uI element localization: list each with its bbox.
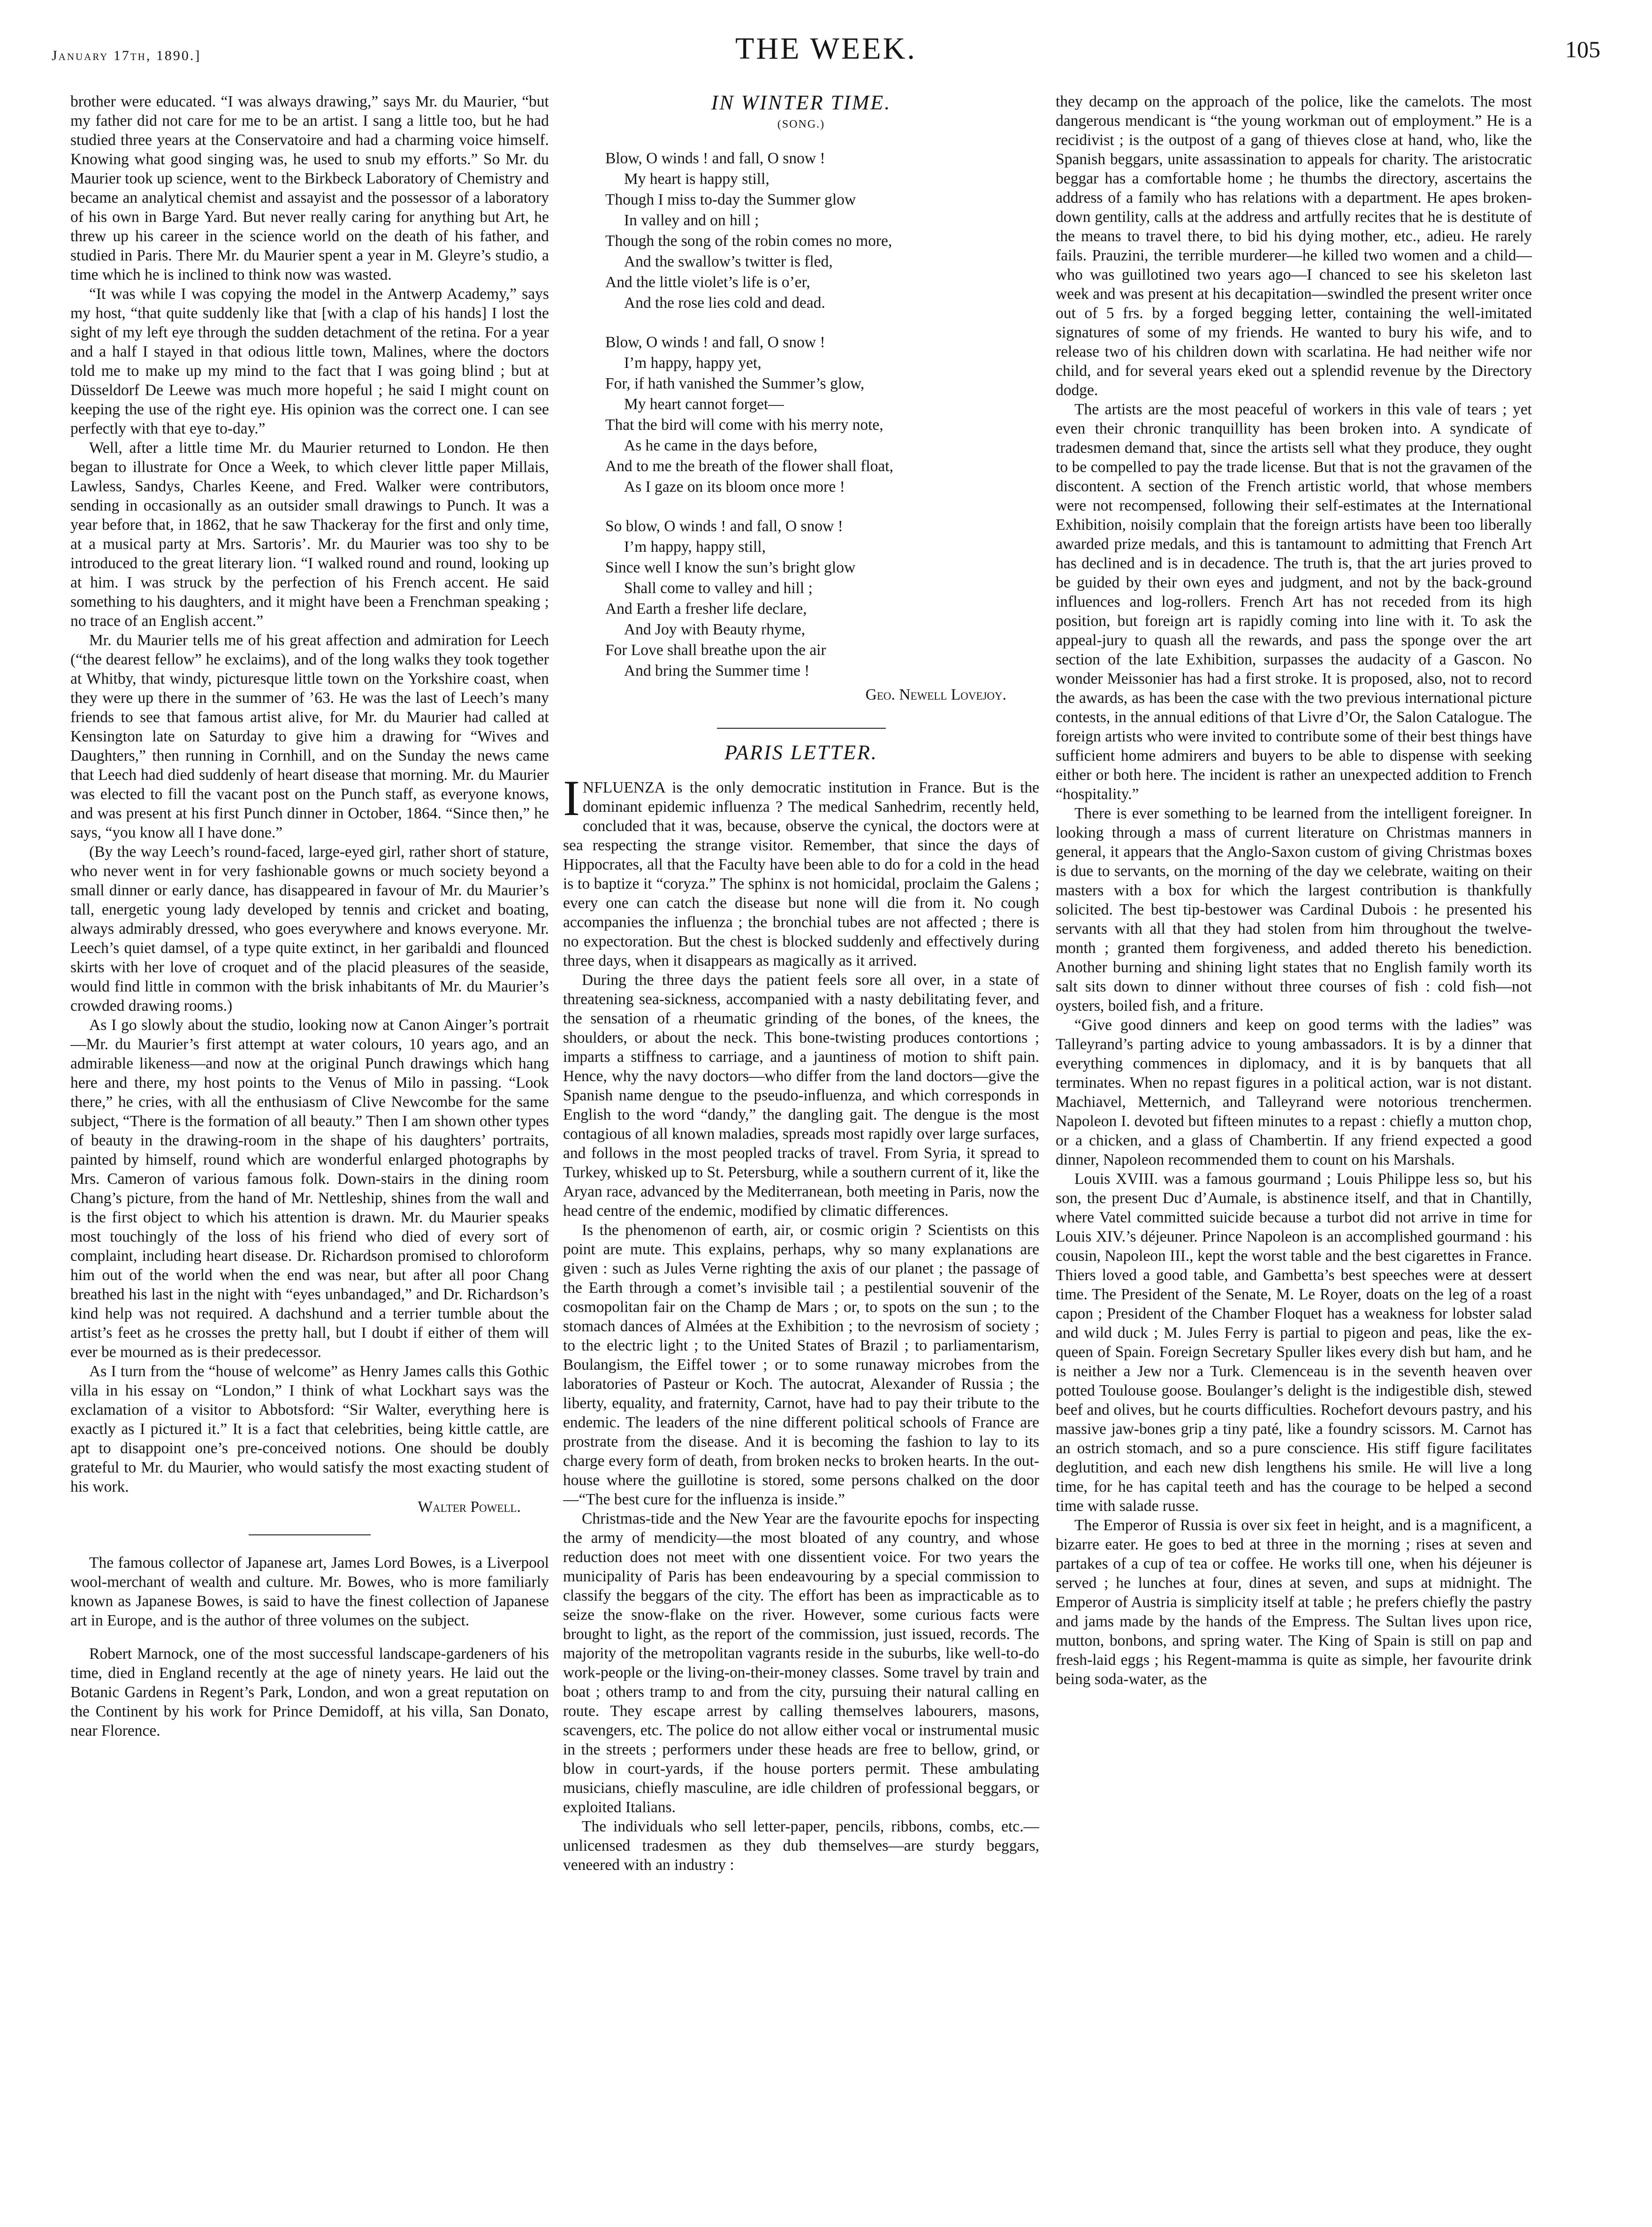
- paragraph: As I turn from the “house of welcome” as Henry James calls this Gothic villa in his essay on “London,” I think of what Lockhart says was the exclamation of a visitor to Abbotsford: “Sir Walter, everything here is exactly as I pictured it.” It is a fact that celebrities, being kittle cattle, are apt to disappoint one’s pre-conceived notions. One should be doubly grateful to Mr. du Maurier, who would satisfy the most exacting student of his work.: [70, 1363, 549, 1495]
- poem-subtitle: (SONG.): [777, 118, 825, 130]
- poem-line: That the bird will come with his merry note,: [605, 416, 883, 434]
- poem-line: Shall come to valley and hill ;: [624, 580, 813, 597]
- poem-line: In valley and on hill ;: [624, 212, 759, 229]
- paragraph: Christmas-tide and the New Year are the favourite epochs for inspecting the army of mendicity—the most bloated of any country, and whose reduction does not meet with one dissentient voice. For two years the municipality of Paris has been endeavouring by a special commission to classify the beggars of the city. The effort has been as impracticable as to seize the snow-flake on the river. However, some curious facts were brought to light, as the report of the commission, just issued, records. The majority of the metropolitan vagrants reside in the suburbs, like well-to-do work-people or the living-on-their-money classes. Some travel by train and boat ; others tramp to and from the city, pursuing their natural calling en route. They escape arrest by calling themselves labourers, masons, scavengers, etc. The police do not allow either vocal or instrumental music in the streets ; performers under these heads are free to bellow, grind, or blow in court-yards, if the house porters permit. These ambulating musicians, chiefly masculine, are idle children of professional beggars, or exploited Italians.: [563, 1510, 1039, 1816]
- news-notice: Robert Marnock, one of the most successful landscape-gardeners of his time, died in England recently at the age of ninety years. He laid out the Botanic Gardens in Regent’s Park, London, and won a great reputation on the Continent by his work for Prince Demidoff, at his villa, San Donato, near Florence.: [70, 1645, 549, 1739]
- paragraph: There is ever something to be learned from the intelligent foreigner. In looking through a mass of current literature on Christmas manners in general, it appears that the Anglo-Saxon custom of giving Christmas boxes is due to servants, on the morning of the day we celebrate, waiting on their masters with a box for which the largest contribution is thankfully solicited. The best tip-bestower was Cardinal Dubois : he presented his servants with all that they had stolen from him throughout the twelve-month ; granted them forgiveness, and added thereto his benediction. Another burning and shining light states that no English family worth its salt sits down to dinner without three courses of fish : cold fish—not oysters, boiled fish, and a friture.: [1056, 805, 1532, 1014]
- poem-line: And the little violet’s life is o’er,: [605, 274, 810, 291]
- poem-line: And Earth a fresher life declare,: [605, 600, 807, 618]
- paragraph: The Emperor of Russia is over six feet in height, and is a magnificent, a bizarre eater. He goes to bed at three in the morning ; rises at seven and partakes of a cup of tea or coffee. He works till one, when his déjeuner is served ; he lunches at four, dines at seven, and sups at midnight. The Emperor of Austria is simplicity itself at table ; he prefers chiefly the pastry and jams made by the hands of the Empress. The Sultan lives upon rice, mutton, bonbons, and spring water. The King of Spain is still on pap and fresh-laid eggs ; his Regent-mamma is quite as simple, her favourite drink being soda-water, as the: [1056, 1517, 1532, 1688]
- column-middle: [563, 92, 1039, 2204]
- paragraph: Is the phenomenon of earth, air, or cosmic origin ? Scientists on this point are mute. This explains, perhaps, why so many explanations are given : such as Jules Verne righting the axis of our planet ; the passage of the Earth through a comet’s invisible tail ; a pestilential souvenir of the cosmopolitan fair on the Champ de Mars ; or, to spots on the sun ; to the stomach dances of Almées at the Exhibition ; to the nevrosism of society ; to the electric light ; to the United States of Brazil ; to parliamentarism, Boulangism, the Eiffel tower ; or to some runaway microbes from the laboratories of Pasteur or Koch. The autocrat, Alexander of Russia ; the liberty, equality, and fraternity, Carnot, have had to pay their tribute to the endemic. The leaders of the nine different political schools of France are prostrate from the disease. And it is becoming the fashion to lay to its charge every form of death, from broken necks to broken hearts. In the out-house where the guillotine is stored, some persons chalked on the door —“The best cure for the influenza is inside.”: [563, 1221, 1039, 1508]
- poem-line: So blow, O winds ! and fall, O snow !: [605, 518, 843, 535]
- paragraph: “Give good dinners and keep on good terms with the ladies” was Talleyrand’s parting advice to young ambassadors. It is by a dinner that everything commences in diplomacy, and it is by banquets that all terminates. When no repast figures in a political action, war is not distant. Machiavel, Metternich, and Talleyrand were notorious trenchermen. Napoleon I. devoted but fifteen minutes to a repast : chiefly a mutton chop, or a chicken, and a glass of Chambertin. If any friend expected a good dinner, Napoleon recommended them to count on his Marshals.: [1056, 1016, 1532, 1168]
- poem-line: Blow, O winds ! and fall, O snow !: [605, 334, 825, 351]
- paragraph: they decamp on the approach of the police, like the camelots. The most dangerous mendicant is “the young workman out of employment.” He is a recidivist ; is the outpost of a gang of thieves close at hand, who, like the Spanish beggars, unite assassination to appeals for charity. The aristocratic beggar has a comfortable home ; he thumbs the directory, ascertains the address of a family who has relations with a department. He apes broken-down gentility, calls at the address and artfully recites that he is destitute of the means to travel there, to bid his dying mother, etc., adieu. He rarely fails. Prauzini, the terrible murderer—he killed two women and a child—who was guillotined two years ago—I chanced to see his skeleton last week and was present at his decapitation—swindled the present writer once out of 5 frs. by a forged begging letter, containing the well-imitated signatures of some of my friends. He wanted to bury his wife, and to release two of his children down with scarlatina. He had neither wife nor child, and for several years eked out a splendid revenue by the Directory dodge.: [1056, 93, 1532, 399]
- page-number: 105: [1565, 36, 1600, 62]
- page-header: [52, 31, 1600, 83]
- paragraph: Mr. du Maurier tells me of his great affection and admiration for Leech (“the dearest fellow” he exclaims), and of the long walks they took together at Whitby, that windy, picturesque little town on the Yorkshire coast, when they were up there in the summer of ’63. He was the last of Leech’s many friends to see that famous artist alive, for Mr. du Maurier had called at Kensington late on Saturday to give him a drawing for “Wives and Daughters,” then running in Cornhill, and on the Sunday the news came that Leech had died suddenly of heart disease that morning. Mr. du Maurier was elected to fill the vacant post on the Punch staff, as everyone knows, and was present at his first Punch dinner in October, 1864. “Since then,” he says, “you know all I have done.”: [70, 632, 549, 841]
- paragraph-text: NFLUENZA is the only democratic institution in France. But is the dominant epidemic influenza ? The medical Sanhedrim, recently held, concluded that it was, because, observe the cynical, the doctors were at sea respecting the strange visitor. Remember, that since the days of Hippocrates, all that the Faculty have been able to do for a cold in the head is to baptize it “coryza.” The sphinx is not homicidal, proclaim the Galens ; every one can catch the disease but none will die from it. No cough accompanies the influenza ; the bronchial tubes are not affected ; there is no expectoration. But the chest is blocked suddenly and effectively during three days, when it disappears as magically as it arrived.: [563, 779, 1039, 969]
- paragraph: Well, after a little time Mr. du Maurier returned to London. He then began to illustrate for Once a Week, to which clever little paper Millais, Lawless, Sandys, Charles Keene, and Fred. Walker were contributors, sending in occasionally as an outsider small drawings to Punch. It was a year before that, in 1862, that he saw Thackeray for the first and only time, at a musical party at Mrs. Sartoris’. Mr. du Maurier was too shy to be introduced to the great literary lion. “I walked round and round, looking up at him. I was struck by the perfection of his French accent. He said something to his daughters, and it might have been a Frenchman speaking ; no trace of an English accent.”: [70, 439, 549, 630]
- poem-stanza: [605, 332, 1039, 497]
- poem: [563, 148, 1039, 681]
- article-signature: Walter Powell.: [418, 1498, 521, 1516]
- column-right: [1056, 92, 1532, 2204]
- paragraph: As I go slowly about the studio, looking now at Canon Ainger’s portrait—Mr. du Maurier’s first attempt at water colours, 10 years ago, and an admirable likeness—and now at the original Punch drawings which hang here and there, my host points to the Venus of Milo in passing. “Look there,” he cries, with all the enthusiasm of Clive Newcombe for the same subject, “There is the formation of all beauty.” Then I am shown other types of beauty in the drawing-room in the shape of his daughters’ portraits, painted by himself, round which are wonderful enlarged photographs by Mrs. Cameron of various famous folk. Down-stairs in the dining room Chang’s picture, from the hand of Mr. Nettleship, shines from the wall and is the first object to which his attention is drawn. Mr. du Maurier speaks most touchingly of the loss of his friend who died of every sort of complaint, including heart disease. Dr. Richardson promised to chloroform him out of the world when the end was near, but after all poor Chang breathed his last in the night with “eyes unbandaged,” and Dr. Richardson’s kind help was not required. A dachshund and a terrier tumble about the artist’s feet as he crosses the pretty hall, but I doubt if either of them will ever be mourned as is their predecessor.: [70, 1016, 549, 1361]
- poem-line: And bring the Summer time !: [624, 662, 810, 679]
- poem-line: And to me the breath of the flower shall float,: [605, 458, 893, 475]
- paragraph: The artists are the most peaceful of workers in this vale of tears ; yet even their chronic tranquillity has been broken into. A syndicate of tradesmen demand that, since the artists sell what they produce, they ought to be compelled to pay the trade license. But that is not the gravamen of the discontent. A section of the French artistic world, that whose members were not recompensed, following their self-estimates at the International Exhibition, noisily complain that the foreign artists have been too liberally awarded prize medals, and this is tantamount to admitting that French Art has declined and is in decadence. The truth is, that the art juries proved to be guided by their own eyes and judgment, and not by the back-ground influences and log-rollers. French Art has not receded from its high position, but foreign art is rapidly coming into line with it. To ask the appeal-jury to quash all the rewards, and pass the sponge over the art section of the late Exhibition, surpasses the audacity of a Gascon. No wonder Meissonier has had a first stroke. It is proposed, also, not to record the awards, as has been the case with the two previous international picture contests, in the annual editions of that Livre d’Or, the Salon Catalogue. The foreign artists who were invited to contribute some of their best things have sufficient home admirers and buyers to be able to dispense with seeking either or both here. The incident is rather an unexpected addition to French “hospitality.”: [1056, 401, 1532, 803]
- poem-author: Geo. Newell Lovejoy.: [865, 686, 1006, 703]
- poem-line: For, if hath vanished the Summer’s glow,: [605, 375, 865, 392]
- poem-line: And the swallow’s twitter is fled,: [624, 253, 833, 270]
- poem-line: As he came in the days before,: [624, 437, 818, 454]
- divider: [717, 728, 886, 729]
- poem-line: For Love shall breathe upon the air: [605, 641, 826, 659]
- poem-line: I’m happy, happy yet,: [624, 354, 761, 372]
- poem-line: My heart cannot forget—: [624, 396, 784, 413]
- poem-line: As I gaze on its bloom once more !: [624, 478, 845, 496]
- poem-stanza: [605, 148, 1039, 313]
- poem-line: Though the song of the robin comes no more,: [605, 232, 892, 250]
- poem-line: I’m happy, happy still,: [624, 538, 766, 556]
- poem-line: Blow, O winds ! and fall, O snow !: [605, 150, 825, 167]
- poem-line: And the rose lies cold and dead.: [624, 294, 825, 312]
- poem-line: Though I miss to-day the Summer glow: [605, 191, 856, 208]
- drop-cap: I: [563, 770, 580, 826]
- paragraph: brother were educated. “I was always drawing,” says Mr. du Maurier, “but my father did not care for me to be an artist. I sang a little too, but he had studied three years at the Conservatoire and had a charming voice himself. Knowing what good singing was, he used to snub my efforts.” So Mr. du Maurier took up science, went to the Birkbeck Laboratory of Chemistry and became an analytical chemist and assayist and the possessor of a laboratory of his own in Barge Yard. But never really caring for anything but Art, he threw up his career in the science world on the death of his father, and studied in Paris. There Mr. du Maurier spent a year in M. Gleyre’s studio, a time which he is inclined to think now was wasted.: [70, 93, 549, 283]
- news-notice: The famous collector of Japanese art, James Lord Bowes, is a Liverpool wool-merchant of wealth and culture. Mr. Bowes, who is more familiarly known as Japanese Bowes, is said to have the finest collection of Japanese art in Europe, and is the author of three volumes on the subject.: [70, 1554, 549, 1629]
- section-heading-paris-letter: PARIS LETTER.: [724, 741, 878, 764]
- poem-line: My heart is happy still,: [624, 170, 769, 188]
- poem-stanza: [605, 516, 1039, 681]
- issue-date: January 17th, 1890.]: [52, 48, 201, 63]
- paragraph: [563, 770, 1039, 970]
- poem-title: IN WINTER TIME.: [711, 92, 891, 114]
- paragraph: During the three days the patient feels sore all over, in a state of threatening sea-sickness, accompanied with a nasty debilitating fever, and the sensation of a rheumatic grinding of the bones, of the knees, the shoulders, or about the neck. This bone-twisting produces contortions ; imparts a stiffness to carriage, and a jauntiness of motion to shift pain. Hence, why the navy doctors—who differ from the land doctors—give the Spanish name dengue to the pseudo-influenza, and which corresponds in English to the word “dandy,” the dangling gait. The dengue is the most contagious of all known maladies, spreads most rapidly over large surfaces, and follows in the most peopled tracks of travel. From Syria, it spread to Turkey, whisked up to St. Petersburg, while a southern current of it, like the Aryan race, advanced by the Mediterranean, both meeting in Paris, now the head centre of the endemic, modified by climatic differences.: [563, 971, 1039, 1220]
- paragraph: “It was while I was copying the model in the Antwerp Academy,” says my host, “that quite suddenly like that [with a clap of his hands] I lost the sight of my left eye through the sudden detachment of the retina. For a year and a half I stayed in that odious little town, Malines, where the doctors told me to make up my mind to the fact that I was going blind ; but at Düsseldorf De Leewe was much more hopeful ; he said I might count on keeping the use of the right eye. His opinion was the correct one. I can see perfectly with that eye to-day.”: [70, 285, 549, 437]
- column-left: [70, 92, 549, 2204]
- paragraph: Louis XVIII. was a famous gourmand ; Louis Philippe less so, but his son, the present Duc d’Aumale, is abstinence itself, and that in Chantilly, where Vatel committed suicide because a turbot did not arrive in time for Louis XIV.’s déjeuner. Prince Napoleon is an accomplished gourmand : his cousin, Napoleon III., kept the worst table and the best cigarettes in France. Thiers loved a good table, and Gambetta’s best speeches were at dessert time. The President of the Senate, M. Le Royer, doats on the leg of a roast capon ; President of the Chamber Floquet has a weakness for lobster salad and wild duck ; M. Jules Ferry is partial to pigeon and peas, like the ex-queen of Spain. Foreign Secretary Spuller likes every dish but ham, and he is neither a Jew nor a Turk. Clemenceau is in the seventh heaven over potted Toulouse goose. Boulanger’s delight is the indigestible dish, stewed beef and olives, but he courts difficulties. Rochefort devours pastry, and his massive jaw-bones grip a tiny paté, like a foundry scissors. M. Carnot has an ostrich stomach, and so a pure conscience. His stiff figure facilitates deglutition, and each new dish lengthens his smile. He will live a long time, for he has capital teeth and has the courage to be helped a second time with salade russe.: [1056, 1170, 1532, 1515]
- poem-line: And Joy with Beauty rhyme,: [624, 621, 806, 638]
- paragraph: The individuals who sell letter-paper, pencils, ribbons, combs, etc.—unlicensed tradesmen as they dub themselves—are sturdy beggars, veneered with an industry :: [563, 1818, 1039, 1874]
- poem-line: Since well I know the sun’s bright glow: [605, 559, 856, 576]
- paragraph: (By the way Leech’s round-faced, large-eyed girl, rather short of stature, who never went in for very fashionable gowns or much society beyond a small dinner or early dance, has disappeared in favour of Mr. du Maurier’s tall, energetic young lady developed by tennis and cricket and boating, always admirably dressed, who goes everywhere and knows everyone. Mr. Leech’s quiet damsel, of a type quite extinct, in her garibaldi and flounced skirts with her love of croquet and of the placid pleasures of the seaside, would find little in common with the brisk inhabitants of Mr. du Maurier’s crowded drawing rooms.): [70, 843, 549, 1014]
- publication-title: THE WEEK.: [735, 31, 917, 66]
- divider: [249, 1534, 371, 1535]
